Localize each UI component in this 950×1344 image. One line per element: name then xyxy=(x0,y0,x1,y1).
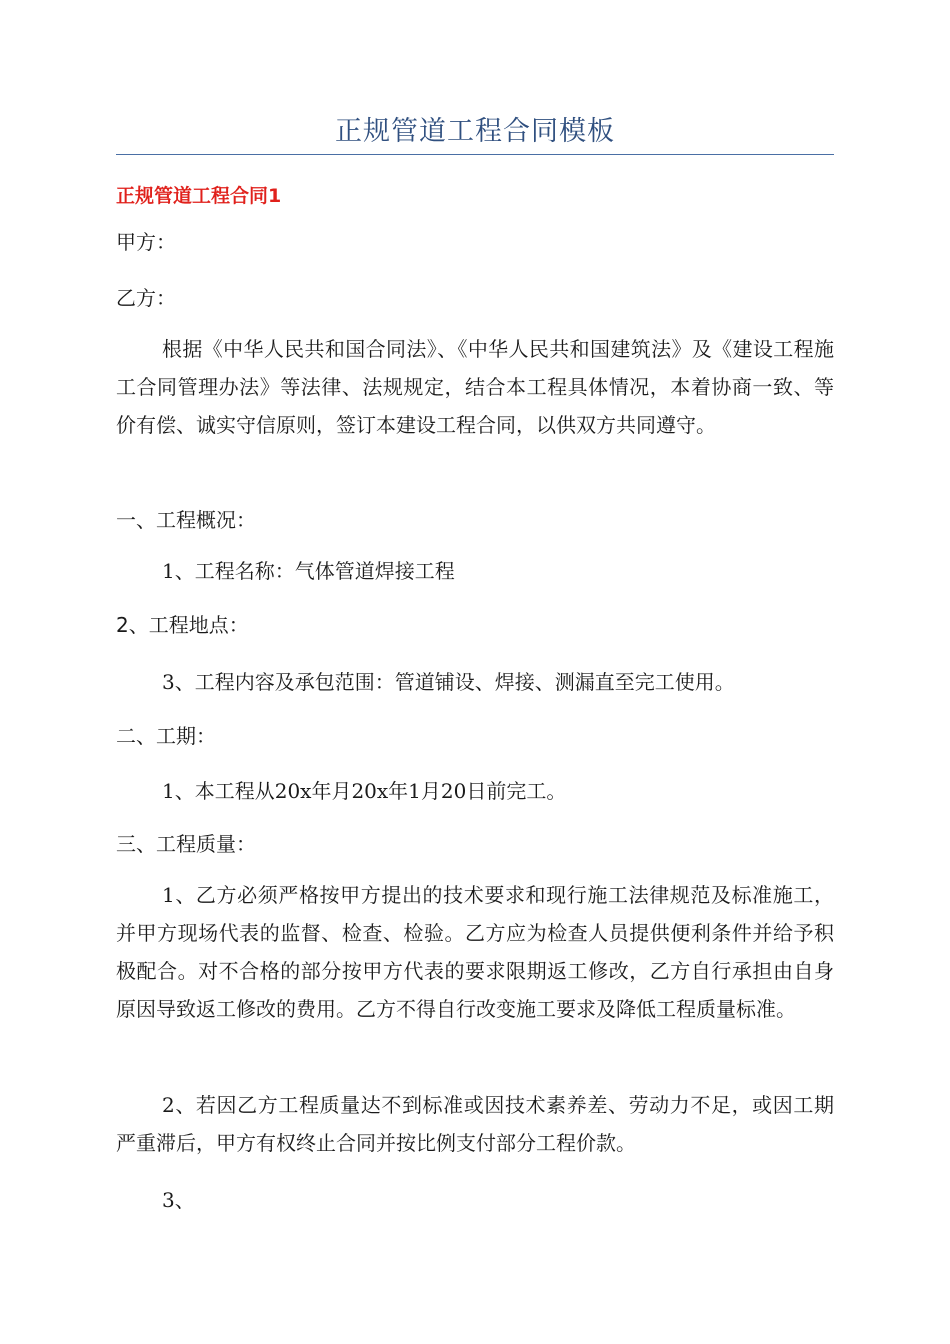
party-a-label: 甲方： xyxy=(116,230,176,254)
section-heading: 正规管道工程合同1 xyxy=(116,185,282,207)
overview-heading: 一、工程概况： xyxy=(116,508,256,532)
document-title: 正规管道工程合同模板 xyxy=(335,116,615,147)
overview-item-2-number: 2 xyxy=(116,613,129,637)
schedule-item-1: 1、本工程从20x年月20x年1月20日前完工。 xyxy=(162,779,567,803)
party-b-label: 乙方： xyxy=(116,286,176,310)
overview-item-1: 1、工程名称：气体管道焊接工程 xyxy=(162,559,455,583)
quality-heading: 三、工程质量： xyxy=(116,832,256,856)
quality-item-1: 1、乙方必须严格按甲方提出的技术要求和现行施工法律规范及标准施工，并甲方现场代表的监督、检查、检验。乙方应为检查人员提供便利条件并给予积极配合。对不合格的部分按甲方代表的要求限期返工修改，乙方自行承担由自身原因导致返工修改的费用。乙方不得自行改变施工要求及降低工程质量标准。 xyxy=(116,883,834,1021)
overview-item-2 xyxy=(116,609,249,641)
schedule-heading: 二、工期： xyxy=(116,724,216,748)
overview-item-2-text: 、工程地点： xyxy=(128,613,249,637)
overview-item-3: 3、工程内容及承包范围：管道铺设、焊接、测漏直至完工使用。 xyxy=(162,670,735,694)
quality-item-3: 3、 xyxy=(162,1188,195,1212)
document-page xyxy=(116,0,834,1344)
title-underline xyxy=(116,154,834,155)
preamble-paragraph: 根据《中华人民共和国合同法》、《中华人民共和国建筑法》及《建设工程施工合同管理办法》等法律、法规规定，结合本工程具体情况，本着协商一致、等价有偿、诚实守信原则，签订本建设工程合同，以供双方共同遵守。 xyxy=(116,337,834,437)
quality-item-2: 2、若因乙方工程质量达不到标准或因技术素养差、劳动力不足，或因工期严重滞后，甲方有权终止合同并按比例支付部分工程价款。 xyxy=(116,1093,834,1155)
